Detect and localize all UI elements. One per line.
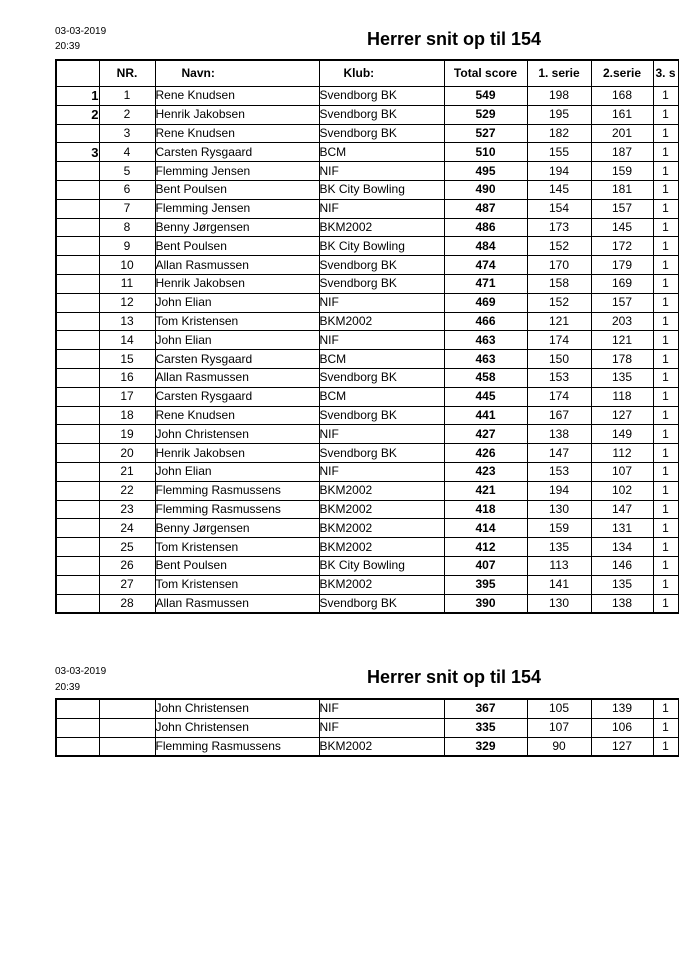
table-row <box>56 368 678 387</box>
total-score-cell: 441 <box>444 406 527 425</box>
serie-1-cell: 173 <box>527 218 591 237</box>
club-cell: BKM2002 <box>319 481 444 500</box>
serie-3-cell: 1 <box>653 218 678 237</box>
club-cell: BCM <box>319 350 444 369</box>
serie-1-cell: 195 <box>527 105 591 124</box>
table-row <box>56 538 678 557</box>
nr-cell: 12 <box>99 293 155 312</box>
nr-cell: 27 <box>99 575 155 594</box>
total-score-cell: 510 <box>444 143 527 162</box>
serie-3-cell: 1 <box>653 256 678 275</box>
serie-3-cell: 1 <box>653 237 678 256</box>
total-score-cell: 390 <box>444 594 527 613</box>
nr-cell: 22 <box>99 481 155 500</box>
serie-2-cell: 131 <box>591 519 653 538</box>
serie-3-cell: 1 <box>653 387 678 406</box>
table-header-row <box>56 60 678 87</box>
name-cell: John Elian <box>155 462 319 481</box>
table-row <box>56 256 678 275</box>
nr-cell: 9 <box>99 237 155 256</box>
serie-3-cell: 1 <box>653 406 678 425</box>
name-cell: Bent Poulsen <box>155 237 319 256</box>
club-cell: BCM <box>319 143 444 162</box>
table-row <box>56 180 678 199</box>
serie-2-cell: 203 <box>591 312 653 331</box>
club-cell: BKM2002 <box>319 538 444 557</box>
serie-1-cell: 113 <box>527 556 591 575</box>
serie-2-cell: 179 <box>591 256 653 275</box>
serie-1-cell: 135 <box>527 538 591 557</box>
serie-3-cell: 1 <box>653 124 678 143</box>
serie-2-cell: 139 <box>591 699 653 718</box>
nr-cell: 7 <box>99 199 155 218</box>
serie-3-cell: 1 <box>653 556 678 575</box>
serie-1-cell: 174 <box>527 387 591 406</box>
name-cell: Carsten Rysgaard <box>155 143 319 162</box>
table-row <box>56 556 678 575</box>
rank-cell <box>56 293 99 312</box>
serie-2-cell: 146 <box>591 556 653 575</box>
serie-1-cell: 105 <box>527 699 591 718</box>
serie-1-cell: 159 <box>527 519 591 538</box>
nr-cell: 25 <box>99 538 155 557</box>
serie-1-cell: 141 <box>527 575 591 594</box>
serie-1-cell: 145 <box>527 180 591 199</box>
total-score-cell: 486 <box>444 218 527 237</box>
table-row <box>56 481 678 500</box>
rank-cell: 3 <box>56 143 99 162</box>
rank-cell <box>56 425 99 444</box>
results-table <box>55 59 679 614</box>
serie-2-cell: 112 <box>591 444 653 463</box>
serie-1-cell: 152 <box>527 237 591 256</box>
name-cell: Carsten Rysgaard <box>155 350 319 369</box>
serie-2-cell: 138 <box>591 594 653 613</box>
total-score-cell: 463 <box>444 350 527 369</box>
nr-cell: 21 <box>99 462 155 481</box>
name-cell: Allan Rasmussen <box>155 368 319 387</box>
serie-2-cell: 127 <box>591 737 653 756</box>
total-score-cell: 471 <box>444 274 527 293</box>
total-score-cell: 423 <box>444 462 527 481</box>
table-row <box>56 274 678 293</box>
club-cell: BK City Bowling <box>319 180 444 199</box>
serie-2-cell: 157 <box>591 199 653 218</box>
serie-1-cell: 155 <box>527 143 591 162</box>
name-cell: John Christensen <box>155 699 319 718</box>
serie-3-cell: 1 <box>653 737 678 756</box>
nr-cell: 8 <box>99 218 155 237</box>
serie-2-cell: 187 <box>591 143 653 162</box>
club-cell: BKM2002 <box>319 500 444 519</box>
serie-1-cell: 130 <box>527 594 591 613</box>
total-score-cell: 418 <box>444 500 527 519</box>
serie-1-cell: 90 <box>527 737 591 756</box>
rank-cell: 2 <box>56 105 99 124</box>
nr-cell: 28 <box>99 594 155 613</box>
name-cell: Tom Kristensen <box>155 312 319 331</box>
club-cell: Svendborg BK <box>319 444 444 463</box>
serie-2-cell: 118 <box>591 387 653 406</box>
table-row <box>56 519 678 538</box>
total-score-cell: 527 <box>444 124 527 143</box>
table-row <box>56 462 678 481</box>
serie-3-cell: 1 <box>653 718 678 737</box>
table-row <box>56 350 678 369</box>
rank-cell <box>56 500 99 519</box>
club-cell: BCM <box>319 387 444 406</box>
serie-3-cell: 1 <box>653 199 678 218</box>
serie-2-cell: 121 <box>591 331 653 350</box>
rank-cell <box>56 368 99 387</box>
serie-3-cell: 1 <box>653 162 678 181</box>
nr-cell: 10 <box>99 256 155 275</box>
table-row <box>56 387 678 406</box>
serie-2-cell: 107 <box>591 462 653 481</box>
club-cell: Svendborg BK <box>319 594 444 613</box>
table-row <box>56 105 678 124</box>
table-row <box>56 124 678 143</box>
table-row <box>56 737 678 756</box>
serie-3-cell: 1 <box>653 538 678 557</box>
total-score-cell: 529 <box>444 105 527 124</box>
nr-cell: 1 <box>99 87 155 106</box>
table-row <box>56 500 678 519</box>
results-table-continued <box>55 698 679 757</box>
total-score-cell: 412 <box>444 538 527 557</box>
header-rank <box>56 60 99 87</box>
serie-3-cell: 1 <box>653 699 678 718</box>
serie-1-cell: 130 <box>527 500 591 519</box>
rank-cell <box>56 737 99 756</box>
total-score-cell: 495 <box>444 162 527 181</box>
nr-cell: 6 <box>99 180 155 199</box>
rank-cell <box>56 481 99 500</box>
rank-cell <box>56 538 99 557</box>
rank-cell <box>56 256 99 275</box>
name-cell: Tom Kristensen <box>155 538 319 557</box>
serie-1-cell: 152 <box>527 293 591 312</box>
nr-cell: 20 <box>99 444 155 463</box>
serie-2-cell: 135 <box>591 368 653 387</box>
nr-cell: 16 <box>99 368 155 387</box>
name-cell: Flemming Jensen <box>155 199 319 218</box>
serie-3-cell: 1 <box>653 293 678 312</box>
serie-3-cell: 1 <box>653 594 678 613</box>
rank-cell <box>56 387 99 406</box>
name-cell: Rene Knudsen <box>155 406 319 425</box>
print-time: 20:39 <box>55 41 81 52</box>
print-date: 03-03-2019 <box>55 26 107 37</box>
name-cell: Benny Jørgensen <box>155 218 319 237</box>
serie-1-cell: 153 <box>527 462 591 481</box>
serie-1-cell: 194 <box>527 481 591 500</box>
table-row <box>56 237 678 256</box>
club-cell: NIF <box>319 331 444 350</box>
name-cell: Tom Kristensen <box>155 575 319 594</box>
name-cell: Flemming Rasmussens <box>155 737 319 756</box>
nr-cell: 4 <box>99 143 155 162</box>
rank-cell <box>56 199 99 218</box>
serie-1-cell: 121 <box>527 312 591 331</box>
serie-2-cell: 157 <box>591 293 653 312</box>
total-score-cell: 469 <box>444 293 527 312</box>
nr-cell: 24 <box>99 519 155 538</box>
nr-cell: 3 <box>99 124 155 143</box>
total-score-cell: 458 <box>444 368 527 387</box>
table-row <box>56 425 678 444</box>
serie-2-cell: 168 <box>591 87 653 106</box>
rank-cell <box>56 274 99 293</box>
serie-3-cell: 1 <box>653 274 678 293</box>
nr-cell <box>99 718 155 737</box>
serie-3-cell: 1 <box>653 180 678 199</box>
serie-3-cell: 1 <box>653 444 678 463</box>
rank-cell <box>56 718 99 737</box>
rank-cell <box>56 594 99 613</box>
serie-3-cell: 1 <box>653 312 678 331</box>
serie-1-cell: 150 <box>527 350 591 369</box>
total-score-cell: 445 <box>444 387 527 406</box>
header-serie-3: 3. s <box>653 60 678 87</box>
name-cell: Allan Rasmussen <box>155 594 319 613</box>
club-cell: BKM2002 <box>319 312 444 331</box>
serie-1-cell: 147 <box>527 444 591 463</box>
serie-1-cell: 174 <box>527 331 591 350</box>
header-serie-1: 1. serie <box>527 60 591 87</box>
table-row <box>56 331 678 350</box>
club-cell: Svendborg BK <box>319 368 444 387</box>
header-nr: NR. <box>99 60 155 87</box>
serie-3-cell: 1 <box>653 105 678 124</box>
table-row <box>56 87 678 106</box>
rank-cell <box>56 575 99 594</box>
name-cell: Rene Knudsen <box>155 124 319 143</box>
page-title-2: Herrer snit op til 154 <box>367 667 542 687</box>
total-score-cell: 329 <box>444 737 527 756</box>
serie-2-cell: 169 <box>591 274 653 293</box>
rank-cell <box>56 331 99 350</box>
name-cell: Henrik Jakobsen <box>155 274 319 293</box>
table-row <box>56 406 678 425</box>
table-row <box>56 444 678 463</box>
serie-2-cell: 127 <box>591 406 653 425</box>
header-club: Klub: <box>319 60 444 87</box>
total-score-cell: 466 <box>444 312 527 331</box>
total-score-cell: 463 <box>444 331 527 350</box>
table-row <box>56 575 678 594</box>
nr-cell: 18 <box>99 406 155 425</box>
table-row <box>56 594 678 613</box>
club-cell: NIF <box>319 293 444 312</box>
club-cell: NIF <box>319 199 444 218</box>
rank-cell <box>56 312 99 331</box>
rank-cell <box>56 556 99 575</box>
total-score-cell: 335 <box>444 718 527 737</box>
name-cell: John Elian <box>155 331 319 350</box>
total-score-cell: 484 <box>444 237 527 256</box>
rank-cell <box>56 519 99 538</box>
name-cell: Henrik Jakobsen <box>155 105 319 124</box>
serie-1-cell: 167 <box>527 406 591 425</box>
rank-cell <box>56 162 99 181</box>
rank-cell <box>56 406 99 425</box>
nr-cell: 11 <box>99 274 155 293</box>
name-cell: Allan Rasmussen <box>155 256 319 275</box>
page-title: Herrer snit op til 154 <box>367 29 542 49</box>
rank-cell <box>56 237 99 256</box>
serie-2-cell: 106 <box>591 718 653 737</box>
serie-3-cell: 1 <box>653 519 678 538</box>
nr-cell: 15 <box>99 350 155 369</box>
serie-1-cell: 153 <box>527 368 591 387</box>
club-cell: NIF <box>319 718 444 737</box>
total-score-cell: 549 <box>444 87 527 106</box>
serie-1-cell: 154 <box>527 199 591 218</box>
club-cell: Svendborg BK <box>319 406 444 425</box>
club-cell: BKM2002 <box>319 519 444 538</box>
name-cell: Bent Poulsen <box>155 180 319 199</box>
serie-2-cell: 134 <box>591 538 653 557</box>
name-cell: Henrik Jakobsen <box>155 444 319 463</box>
table-row <box>56 143 678 162</box>
serie-2-cell: 172 <box>591 237 653 256</box>
name-cell: Flemming Rasmussens <box>155 500 319 519</box>
serie-2-cell: 145 <box>591 218 653 237</box>
table-row <box>56 218 678 237</box>
serie-2-cell: 178 <box>591 350 653 369</box>
header-total-score: Total score <box>444 60 527 87</box>
club-cell: BKM2002 <box>319 218 444 237</box>
serie-2-cell: 102 <box>591 481 653 500</box>
club-cell: BK City Bowling <box>319 556 444 575</box>
nr-cell <box>99 737 155 756</box>
nr-cell: 2 <box>99 105 155 124</box>
serie-3-cell: 1 <box>653 500 678 519</box>
header-name: Navn: <box>155 60 319 87</box>
club-cell: Svendborg BK <box>319 124 444 143</box>
rank-cell <box>56 218 99 237</box>
total-score-cell: 474 <box>444 256 527 275</box>
serie-2-cell: 161 <box>591 105 653 124</box>
nr-cell: 5 <box>99 162 155 181</box>
club-cell: Svendborg BK <box>319 87 444 106</box>
total-score-cell: 421 <box>444 481 527 500</box>
rank-cell <box>56 444 99 463</box>
total-score-cell: 395 <box>444 575 527 594</box>
serie-1-cell: 158 <box>527 274 591 293</box>
table-row <box>56 718 678 737</box>
serie-2-cell: 181 <box>591 180 653 199</box>
name-cell: Bent Poulsen <box>155 556 319 575</box>
total-score-cell: 427 <box>444 425 527 444</box>
serie-1-cell: 194 <box>527 162 591 181</box>
name-cell: John Christensen <box>155 718 319 737</box>
serie-1-cell: 107 <box>527 718 591 737</box>
table-row <box>56 162 678 181</box>
rank-cell <box>56 124 99 143</box>
nr-cell <box>99 699 155 718</box>
nr-cell: 23 <box>99 500 155 519</box>
print-date-2: 03-03-2019 <box>55 666 107 677</box>
nr-cell: 13 <box>99 312 155 331</box>
serie-1-cell: 198 <box>527 87 591 106</box>
nr-cell: 26 <box>99 556 155 575</box>
name-cell: Flemming Rasmussens <box>155 481 319 500</box>
serie-3-cell: 1 <box>653 481 678 500</box>
nr-cell: 19 <box>99 425 155 444</box>
serie-2-cell: 201 <box>591 124 653 143</box>
nr-cell: 17 <box>99 387 155 406</box>
serie-2-cell: 149 <box>591 425 653 444</box>
rank-cell <box>56 699 99 718</box>
total-score-cell: 490 <box>444 180 527 199</box>
total-score-cell: 407 <box>444 556 527 575</box>
name-cell: Flemming Jensen <box>155 162 319 181</box>
club-cell: Svendborg BK <box>319 274 444 293</box>
table-row <box>56 293 678 312</box>
club-cell: BKM2002 <box>319 737 444 756</box>
header-serie-2: 2.serie <box>591 60 653 87</box>
nr-cell: 14 <box>99 331 155 350</box>
serie-3-cell: 1 <box>653 350 678 369</box>
serie-3-cell: 1 <box>653 143 678 162</box>
name-cell: John Elian <box>155 293 319 312</box>
print-time-2: 20:39 <box>55 682 81 693</box>
club-cell: NIF <box>319 162 444 181</box>
club-cell: Svendborg BK <box>319 256 444 275</box>
club-cell: Svendborg BK <box>319 105 444 124</box>
rank-cell <box>56 462 99 481</box>
serie-3-cell: 1 <box>653 331 678 350</box>
rank-cell: 1 <box>56 87 99 106</box>
serie-3-cell: 1 <box>653 368 678 387</box>
rank-cell <box>56 180 99 199</box>
club-cell: BKM2002 <box>319 575 444 594</box>
serie-1-cell: 182 <box>527 124 591 143</box>
serie-3-cell: 1 <box>653 87 678 106</box>
total-score-cell: 414 <box>444 519 527 538</box>
name-cell: Benny Jørgensen <box>155 519 319 538</box>
serie-3-cell: 1 <box>653 425 678 444</box>
serie-2-cell: 147 <box>591 500 653 519</box>
club-cell: NIF <box>319 425 444 444</box>
serie-1-cell: 170 <box>527 256 591 275</box>
rank-cell <box>56 350 99 369</box>
total-score-cell: 367 <box>444 699 527 718</box>
club-cell: NIF <box>319 699 444 718</box>
total-score-cell: 487 <box>444 199 527 218</box>
total-score-cell: 426 <box>444 444 527 463</box>
serie-3-cell: 1 <box>653 575 678 594</box>
table-row <box>56 199 678 218</box>
club-cell: NIF <box>319 462 444 481</box>
serie-2-cell: 159 <box>591 162 653 181</box>
name-cell: John Christensen <box>155 425 319 444</box>
serie-1-cell: 138 <box>527 425 591 444</box>
club-cell: BK City Bowling <box>319 237 444 256</box>
name-cell: Rene Knudsen <box>155 87 319 106</box>
table-row <box>56 699 678 718</box>
name-cell: Carsten Rysgaard <box>155 387 319 406</box>
table-row <box>56 312 678 331</box>
serie-3-cell: 1 <box>653 462 678 481</box>
serie-2-cell: 135 <box>591 575 653 594</box>
